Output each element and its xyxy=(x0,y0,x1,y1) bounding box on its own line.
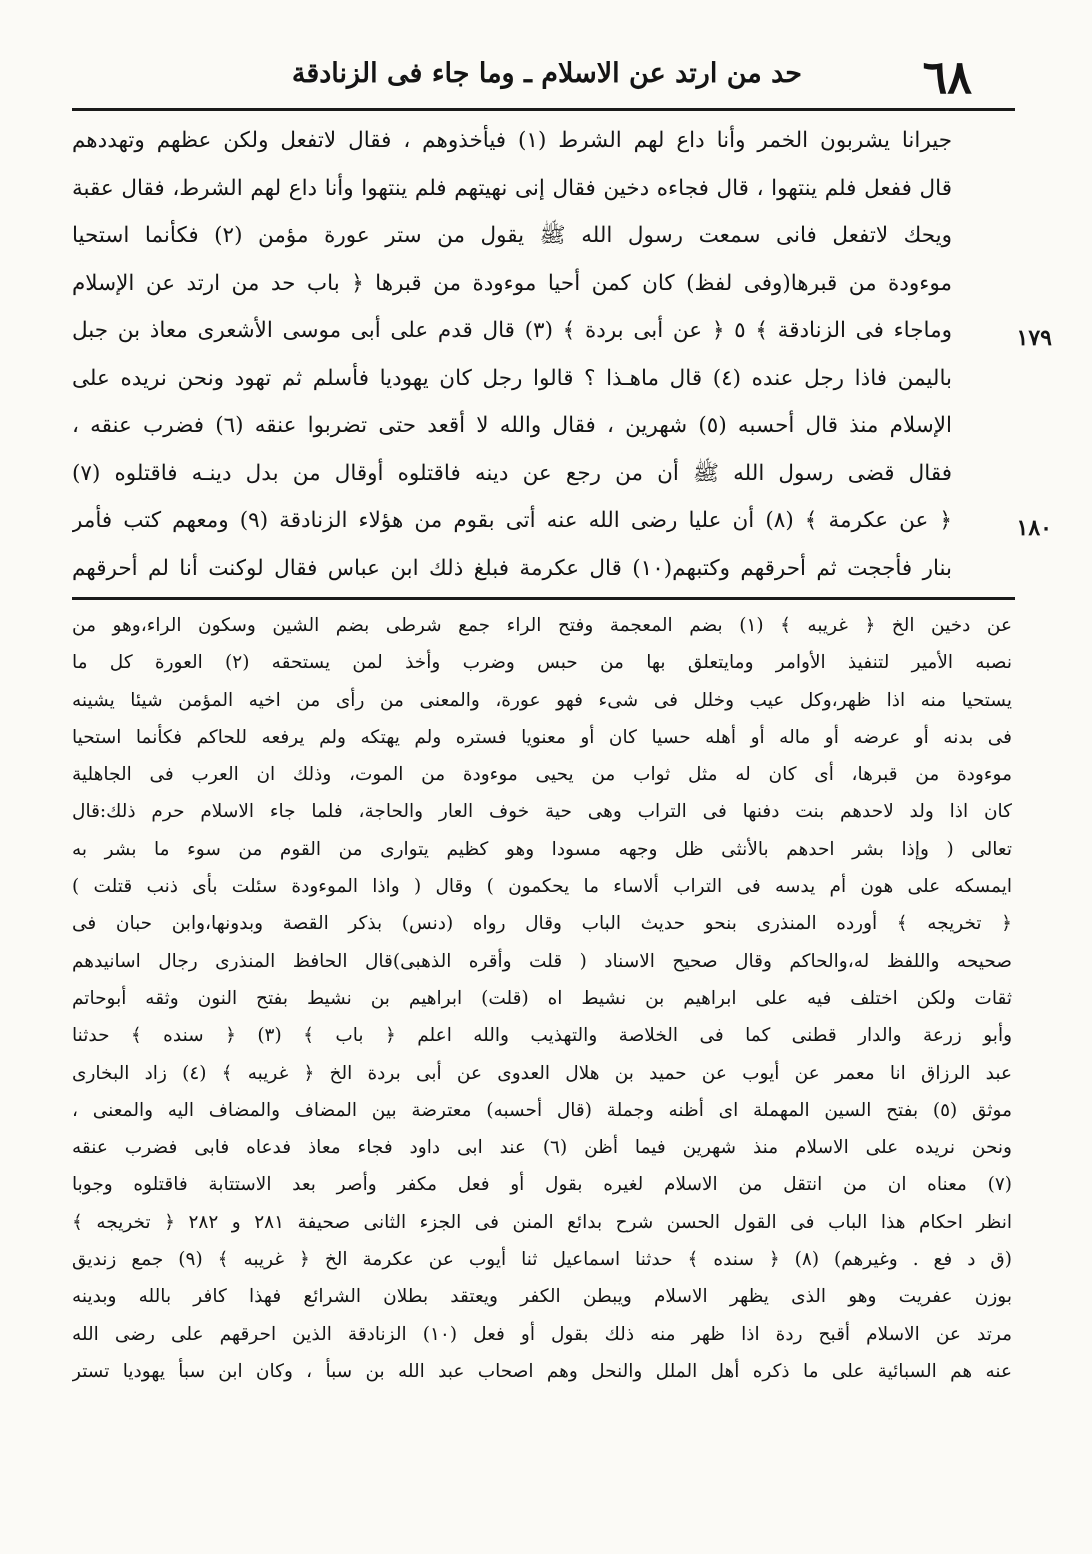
text-line: وماجاء فى الزنادقة ﴾ ٥ ﴿ عن أبى بردة ﴾ (٣) قال قدم على أبى موسى الأشعرى معاذ بن جبل xyxy=(72,318,952,343)
text-line: جيرانا يشربون الخمر وأنا داع لهم الشرط (١) فيأخذوهم ، فقال لاتفعل ولكن عظهم وتهددهم xyxy=(72,128,952,153)
footnote-line: بوزن عفريت وهو الذى يظهر الاسلام ويبطن الكفر ويعتقد بطلان الشرائع فهذا كافر بالله وبدينه xyxy=(72,1286,1012,1308)
text-line: الإسلام منذ قال أحسبه (٥) شهرين ، فقال والله لا أقعد حتى تضربوا عنقه (٦) فضرب عنقه ، xyxy=(72,413,952,438)
footnote-line: صحيحه واللفظ له،والحاكم وقال صحيح الاسناد ( قلت وأقره الذهبى)قال الحافظ المنذرى رجال اسانيدهم xyxy=(72,950,1012,972)
footnote-line: مرتد عن الاسلام أقبح ردة اذا ظهر منه ذلك بقول أو فعل (١٠) الزنادقة الذين احرقهم على رضى الله xyxy=(72,1323,1012,1345)
footnote-line: ونحن نريده على الاسلام منذ شهرين فيما أظن (٦) عند ابى داود فجاء معاذ فدعاه فابى فضرب عنقه xyxy=(72,1137,1012,1159)
hadith-number: ١٧٩ xyxy=(1016,325,1052,351)
footnote-line: ﴿ تخريجه ﴾ أورده المنذرى بنحو حديث الباب وقال رواه (دنس) بذكر القصة وبدونها،وابن حبان فى xyxy=(72,913,1012,935)
text-line: باليمن فاذا رجل عنده (٤) قال ماهـذا ؟ قالوا رجل كان يهوديا فأسلم ثم تهود ونحن نريده على xyxy=(72,365,952,391)
footnote-line: كان اذا ولد لاحدهم بنت دفنها فى التراب وهى حية خوف العار والحاجة، فلما جاء الاسلام حرم ذلك:قال xyxy=(72,801,1012,823)
page-number: ٦٨ xyxy=(922,50,972,104)
text-line: بنار فأججت ثم أحرقهم وكتبهم(١٠) قال عكرمة فبلغ ذلك ابن عباس فقال لوكنت أنا لم أحرقهم xyxy=(72,555,952,581)
footnote-line: (٧) معناه ان من انتقل من الاسلام لغيره بقول أو فعل مكفر وأصر بعد الاستتابة فاقتلوه وجوبا xyxy=(72,1174,1012,1196)
footnote-line: نصبه الأمير لتنفيذ الأوامر ومايتعلق بها من حبس وضرب وأخذ لمن يستحقه (٢) العورة كل ما xyxy=(72,652,1012,674)
footnote-line: انظر احكام هذا الباب فى القول الحسن شرح بدائع المنن فى الجزء الثانى صحيفة ٢٨١ و ٢٨٢ ﴿ تخريجه ﴾ xyxy=(72,1211,1012,1233)
footnote-line: موءودة من قبرها، أى كان له مثل ثواب من يحيى موءودة من الموت، وذلك ان العرب فى الجاهلية xyxy=(72,764,1012,786)
text-line: فقال قضى رسول الله ﷺ أن من رجع عن دينه فاقتلوه أوقال من بدل دينـه فاقتلوه (٧) xyxy=(72,460,952,486)
footnote-line: ثقات ولكن اختلف فيه على ابراهيم بن نشيط اه (قلت) ابراهيم بن نشيط بفتح النون وثقه أبوحاتم xyxy=(72,987,1012,1009)
running-title: حد من ارتد عن الاسلام ـ وما جاء فى الزنادقة xyxy=(291,58,802,89)
header-rule xyxy=(72,108,1015,111)
text-line: قال ففعل فلم ينتهوا ، قال فجاءه دخين فقال إنى نهيتهم فلم ينتهوا وأنا داع لهم الشرط، فقال عقبة xyxy=(72,175,952,201)
footnote-line: عن دخين الخ ﴿ غريبه ﴾ (١) بضم المعجمة وفتح الراء جمع شرطى بضم الشين وسكون الراء،وهو من xyxy=(72,615,1012,636)
footnotes xyxy=(72,607,1012,1390)
text-line: موءودة من قبرها(وفى لفظ) كان كمن أحيا موءودة من قبرها ﴿ باب حد من ارتد عن الإسلام xyxy=(72,270,952,296)
hadith-number: ١٨٠ xyxy=(1016,515,1052,541)
footnote-line: (ق د فع . وغيرهم) (٨) ﴿ سنده ﴾ حدثنا اسماعيل ثنا أيوب عن عكرمة الخ ﴿ غريبه ﴾ (٩) جمع زنديق xyxy=(72,1249,1012,1271)
footnote-separator xyxy=(72,597,1015,600)
footnote-line: وأبو زرعة والدار قطنى كما فى الخلاصة والتهذيب والله اعلم ﴿ باب ﴾ (٣) ﴿ سنده ﴾ حدثنا xyxy=(72,1025,1012,1047)
main-text xyxy=(72,117,952,592)
footnote-line: ايمسكه على هون أم يدسه فى التراب ألاساء ما يحكمون ) وقال ( واذا الموءودة سئلت بأى ذنب قتلت ) xyxy=(72,876,1012,898)
footnote-line: موثق (٥) بفتح السين المهملة اى أظنه وجملة (قال أحسبه) معترضة بين المضاف والمضاف اليه والمعنى ، xyxy=(72,1099,1012,1121)
footnote-line: عنه هم السبائية على ما ذكره أهل الملل والنحل وهم اصحاب عبد الله بن سبأ ، وكان ابن سبأ يهوديا تستر xyxy=(72,1360,1012,1382)
page-header xyxy=(72,50,1012,110)
text-line: ويحك لاتفعل فانى سمعت رسول الله ﷺ يقول من ستر عورة مؤمن (٢) فكأنما استحيا xyxy=(72,223,952,248)
footnote-line: فى بدنه أو عرضه أو ماله أو أهله حسيا كان أو معنويا فستره ولم يهتكه ولم يرفعه للحاكم فكأنما استحيا xyxy=(72,726,1012,748)
footnote-line: تعالى ( وإذا بشر احدهم بالأنثى ظل وجهه مسودا وهو كظيم يتوارى من القوم من سوء ما بشر به xyxy=(72,838,1012,860)
footnote-line: عبد الرزاق انا معمر عن أيوب عن حميد بن هلال العدوى عن أبى بردة الخ ﴿ غريبه ﴾ (٤) زاد البخارى xyxy=(72,1062,1012,1084)
text-line: ﴿ عن عكرمة ﴾ (٨) أن عليا رضى الله عنه أتى بقوم من هؤلاء الزنادقة (٩) ومعهم كتب فأمر xyxy=(72,508,952,533)
footnote-line: يستحيا منه اذا ظهر،وكل عيب وخلل فى شىء فهو عورة، والمعنى من رأى من اخيه المؤمن شيئا يشينه xyxy=(72,689,1012,711)
